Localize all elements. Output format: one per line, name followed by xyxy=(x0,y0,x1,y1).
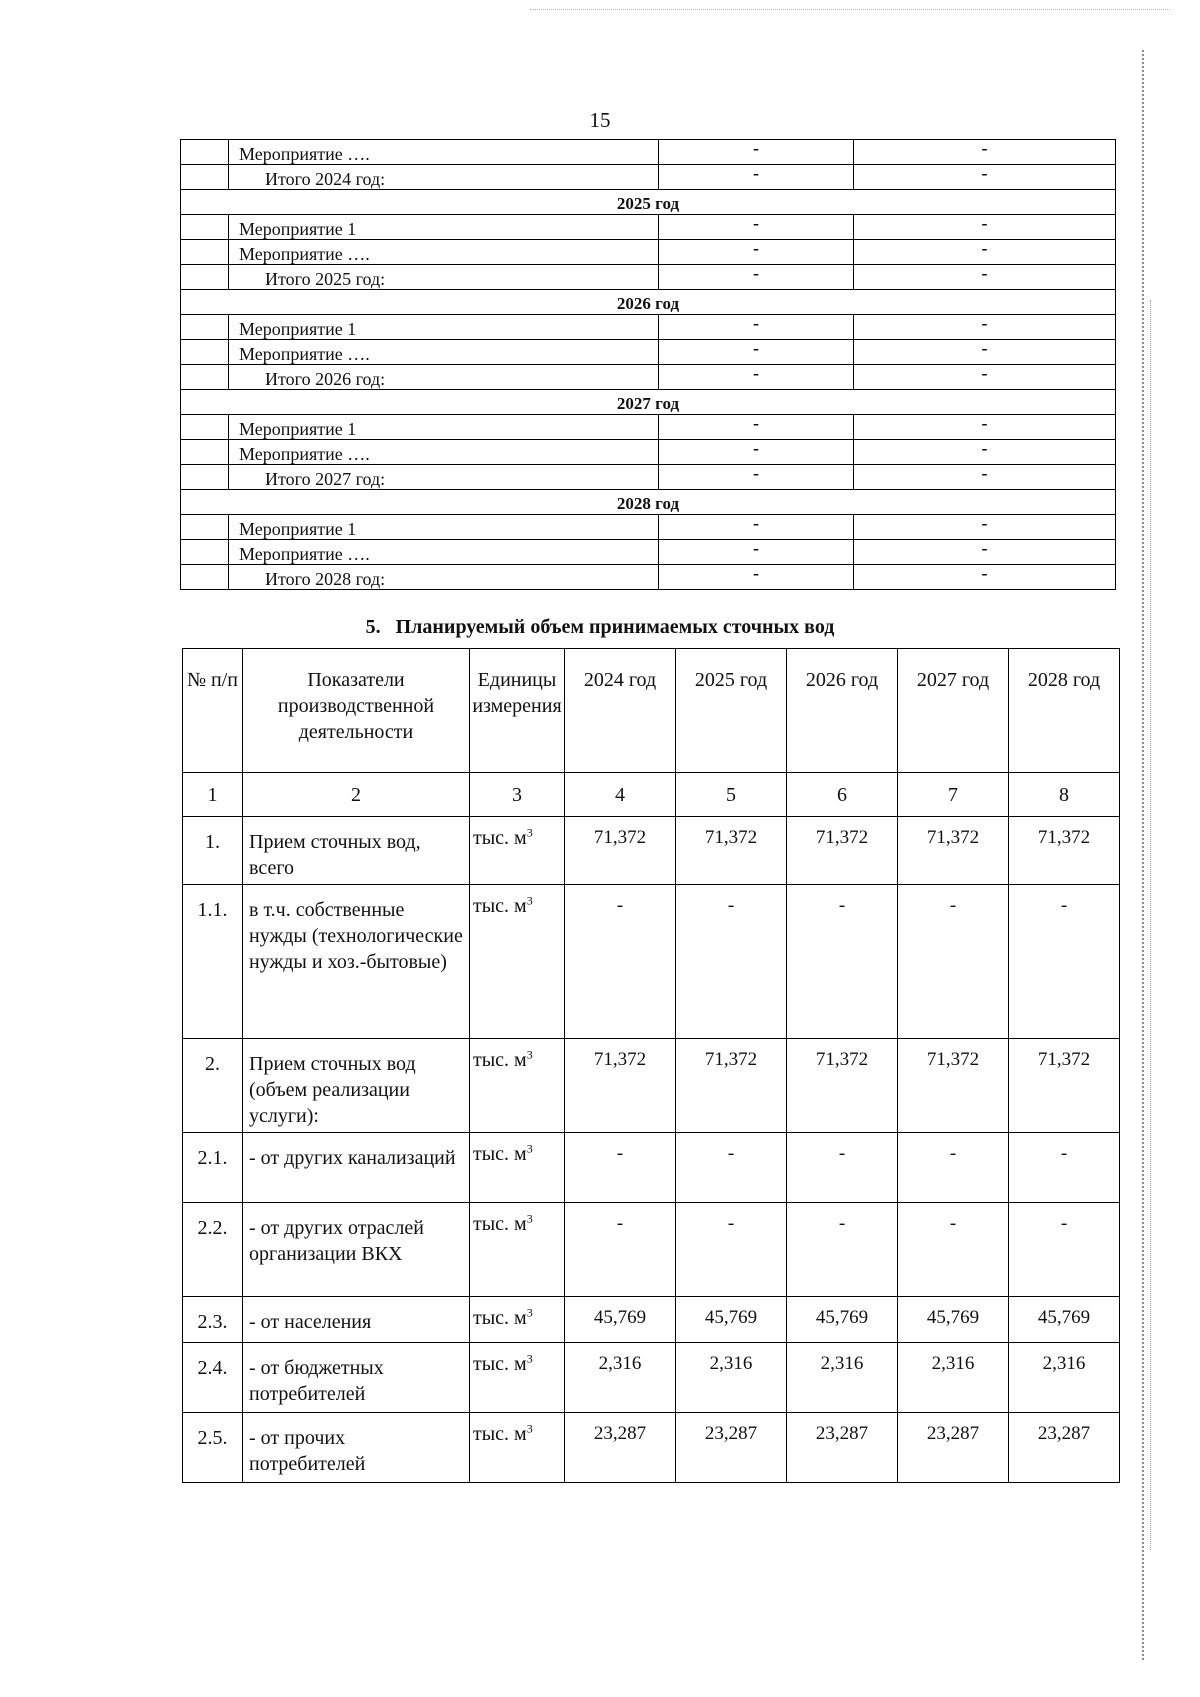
total-row xyxy=(181,565,1116,590)
measure-row xyxy=(181,215,1116,240)
unit-cell xyxy=(470,885,565,1039)
value-cell: - xyxy=(898,1133,1009,1203)
value-cell: 71,372 xyxy=(898,817,1009,885)
year-label: 2027 год xyxy=(181,390,1116,415)
value-cell: 71,372 xyxy=(898,1039,1009,1133)
header-year: 2026 год xyxy=(787,649,898,773)
column-index-row xyxy=(183,773,1120,817)
value-cell: 71,372 xyxy=(787,1039,898,1133)
table-row xyxy=(183,1297,1120,1343)
year-label: 2025 год xyxy=(181,190,1116,215)
value-cell: - xyxy=(565,1203,676,1297)
value-cell: 71,372 xyxy=(565,817,676,885)
measure-label: Мероприятие 1 xyxy=(229,215,659,240)
unit-exponent: 3 xyxy=(526,825,533,840)
table-row xyxy=(183,885,1120,1039)
row-number: 2.4. xyxy=(183,1343,243,1413)
header-year: 2028 год xyxy=(1009,649,1120,773)
table-row xyxy=(183,1039,1120,1133)
value-cell: 45,769 xyxy=(1009,1297,1120,1343)
row-number: 2.2. xyxy=(183,1203,243,1297)
unit-text: тыс. м xyxy=(473,1423,527,1445)
value-cell: - xyxy=(659,540,854,565)
header-unit: Единицы измерения xyxy=(470,649,565,773)
header-row xyxy=(183,649,1120,773)
total-row xyxy=(181,365,1116,390)
row-number-cell xyxy=(181,415,229,440)
value-cell: - xyxy=(854,140,1116,165)
value-cell: 2,316 xyxy=(676,1343,787,1413)
row-number: 2.3. xyxy=(183,1297,243,1343)
value-cell: - xyxy=(854,465,1116,490)
index-cell: 7 xyxy=(898,773,1009,817)
value-cell: - xyxy=(565,1133,676,1203)
value-cell: 71,372 xyxy=(1009,817,1120,885)
value-cell: - xyxy=(854,440,1116,465)
value-cell: 45,769 xyxy=(787,1297,898,1343)
value-cell: - xyxy=(854,540,1116,565)
value-cell: - xyxy=(787,1133,898,1203)
page-number: 15 xyxy=(589,108,611,132)
value-cell: - xyxy=(854,240,1116,265)
value-cell: - xyxy=(659,140,854,165)
value-cell: - xyxy=(676,885,787,1039)
section-number: 5. xyxy=(365,616,381,638)
value-cell: 2,316 xyxy=(898,1343,1009,1413)
value-cell: 71,372 xyxy=(565,1039,676,1133)
total-label: Итого 2028 год: xyxy=(229,565,659,590)
unit-cell xyxy=(470,1203,565,1297)
value-cell: 2,316 xyxy=(787,1343,898,1413)
index-cell: 6 xyxy=(787,773,898,817)
measure-label: Мероприятие …. xyxy=(229,340,659,365)
measure-row xyxy=(181,340,1116,365)
row-number-cell xyxy=(181,340,229,365)
value-cell: - xyxy=(659,165,854,190)
value-cell: - xyxy=(854,215,1116,240)
header-year: 2027 год xyxy=(898,649,1009,773)
value-cell: - xyxy=(854,415,1116,440)
index-cell: 8 xyxy=(1009,773,1120,817)
year-label: 2026 год xyxy=(181,290,1116,315)
section-heading: Планируемый объем принимаемых сточных вод xyxy=(395,616,835,638)
unit-exponent: 3 xyxy=(526,1421,533,1436)
unit-cell xyxy=(470,1413,565,1483)
scan-edge xyxy=(1142,50,1144,1660)
indicator-name: - от прочих потребителей xyxy=(243,1413,470,1483)
value-cell: 23,287 xyxy=(898,1413,1009,1483)
value-cell: - xyxy=(1009,885,1120,1039)
value-cell: - xyxy=(854,515,1116,540)
measure-label: Мероприятие …. xyxy=(229,440,659,465)
row-number: 1.1. xyxy=(183,885,243,1039)
measure-row xyxy=(181,315,1116,340)
table-row xyxy=(183,1133,1120,1203)
value-cell: - xyxy=(1009,1203,1120,1297)
value-cell: - xyxy=(676,1203,787,1297)
row-number: 1. xyxy=(183,817,243,885)
measure-label: Мероприятие 1 xyxy=(229,315,659,340)
row-number-cell xyxy=(181,315,229,340)
value-cell: - xyxy=(659,365,854,390)
header-num: № п/п xyxy=(183,649,243,773)
table-row xyxy=(183,1343,1120,1413)
index-cell: 3 xyxy=(470,773,565,817)
total-label: Итого 2024 год: xyxy=(229,165,659,190)
row-number-cell xyxy=(181,240,229,265)
value-cell: 45,769 xyxy=(565,1297,676,1343)
value-cell: 23,287 xyxy=(676,1413,787,1483)
unit-exponent: 3 xyxy=(526,893,533,908)
value-cell: - xyxy=(565,885,676,1039)
value-cell: - xyxy=(659,440,854,465)
measure-label: Мероприятие 1 xyxy=(229,415,659,440)
unit-text: тыс. м xyxy=(473,1143,527,1165)
value-cell: 2,316 xyxy=(1009,1343,1120,1413)
index-cell: 5 xyxy=(676,773,787,817)
measure-row xyxy=(181,140,1116,165)
index-cell: 1 xyxy=(183,773,243,817)
value-cell: - xyxy=(854,315,1116,340)
table-row xyxy=(183,1203,1120,1297)
header-year: 2024 год xyxy=(565,649,676,773)
indicator-name: - от населения xyxy=(243,1297,470,1343)
indicator-name: - от других отраслей организации ВКХ xyxy=(243,1203,470,1297)
measure-row xyxy=(181,540,1116,565)
scan-artifact-line xyxy=(530,9,1170,10)
unit-text: тыс. м xyxy=(473,1307,527,1329)
year-label: 2028 год xyxy=(181,490,1116,515)
unit-text: тыс. м xyxy=(473,1049,527,1071)
measure-row xyxy=(181,515,1116,540)
value-cell: - xyxy=(787,885,898,1039)
index-cell: 2 xyxy=(243,773,470,817)
indicator-name: Прием сточных вод, всего xyxy=(243,817,470,885)
measure-row xyxy=(181,415,1116,440)
value-cell: - xyxy=(659,315,854,340)
value-cell: - xyxy=(787,1203,898,1297)
year-row xyxy=(181,390,1116,415)
table-row xyxy=(183,1413,1120,1483)
total-row xyxy=(181,165,1116,190)
value-cell: - xyxy=(659,415,854,440)
indicator-name: - от бюджетных потребителей xyxy=(243,1343,470,1413)
value-cell: - xyxy=(659,465,854,490)
index-cell: 4 xyxy=(565,773,676,817)
value-cell: - xyxy=(659,515,854,540)
measure-label: Мероприятие …. xyxy=(229,540,659,565)
header-indicator: Показатели производственной деятельности xyxy=(243,649,470,773)
value-cell: - xyxy=(854,340,1116,365)
value-cell: - xyxy=(1009,1133,1120,1203)
header-year: 2025 год xyxy=(676,649,787,773)
measures-table xyxy=(180,139,1116,590)
row-number: 2.5. xyxy=(183,1413,243,1483)
unit-cell xyxy=(470,1133,565,1203)
scan-edge-inner xyxy=(1150,300,1151,1550)
value-cell: - xyxy=(898,885,1009,1039)
section-title xyxy=(0,616,1200,639)
unit-text: тыс. м xyxy=(473,827,527,849)
value-cell: - xyxy=(854,565,1116,590)
unit-text: тыс. м xyxy=(473,1353,527,1375)
measure-row xyxy=(181,240,1116,265)
measure-label: Мероприятие …. xyxy=(229,240,659,265)
value-cell: - xyxy=(659,240,854,265)
total-row xyxy=(181,265,1116,290)
unit-exponent: 3 xyxy=(526,1351,533,1366)
row-number: 2. xyxy=(183,1039,243,1133)
value-cell: - xyxy=(659,265,854,290)
value-cell: 23,287 xyxy=(1009,1413,1120,1483)
unit-exponent: 3 xyxy=(526,1047,533,1062)
indicator-name: - от других канализаций xyxy=(243,1133,470,1203)
value-cell: - xyxy=(659,215,854,240)
measure-label: Мероприятие 1 xyxy=(229,515,659,540)
value-cell: - xyxy=(898,1203,1009,1297)
unit-cell xyxy=(470,1039,565,1133)
value-cell: 2,316 xyxy=(565,1343,676,1413)
value-cell: 71,372 xyxy=(676,1039,787,1133)
row-number-cell xyxy=(181,215,229,240)
value-cell: - xyxy=(659,340,854,365)
unit-cell xyxy=(470,1297,565,1343)
row-number-cell xyxy=(181,140,229,165)
value-cell: 45,769 xyxy=(676,1297,787,1343)
row-number-cell xyxy=(181,515,229,540)
row-number-cell xyxy=(181,440,229,465)
value-cell: 71,372 xyxy=(787,817,898,885)
value-cell: 23,287 xyxy=(565,1413,676,1483)
value-cell: 71,372 xyxy=(676,817,787,885)
unit-text: тыс. м xyxy=(473,1213,527,1235)
unit-exponent: 3 xyxy=(526,1211,533,1226)
indicator-name: Прием сточных вод (объем реализации услуги): xyxy=(243,1039,470,1133)
measure-row xyxy=(181,440,1116,465)
table-row xyxy=(183,817,1120,885)
value-cell: - xyxy=(676,1133,787,1203)
value-cell: - xyxy=(854,265,1116,290)
total-label: Итого 2025 год: xyxy=(229,265,659,290)
value-cell: - xyxy=(854,165,1116,190)
total-row xyxy=(181,465,1116,490)
year-row xyxy=(181,190,1116,215)
row-number-cell xyxy=(181,465,229,490)
total-label: Итого 2026 год: xyxy=(229,365,659,390)
unit-text: тыс. м xyxy=(473,895,527,917)
row-number-cell xyxy=(181,165,229,190)
indicator-name: в т.ч. собственные нужды (технологические нужды и хоз.-бытовые) xyxy=(243,885,470,1039)
total-label: Итого 2027 год: xyxy=(229,465,659,490)
year-row xyxy=(181,290,1116,315)
unit-cell xyxy=(470,1343,565,1413)
value-cell: - xyxy=(659,565,854,590)
row-number-cell xyxy=(181,265,229,290)
row-number-cell xyxy=(181,540,229,565)
value-cell: 23,287 xyxy=(787,1413,898,1483)
unit-exponent: 3 xyxy=(526,1141,533,1156)
measure-label: Мероприятие …. xyxy=(229,140,659,165)
value-cell: 45,769 xyxy=(898,1297,1009,1343)
row-number-cell xyxy=(181,365,229,390)
unit-cell xyxy=(470,817,565,885)
row-number: 2.1. xyxy=(183,1133,243,1203)
wastewater-volume-table xyxy=(182,648,1120,1483)
value-cell: - xyxy=(854,365,1116,390)
year-row xyxy=(181,490,1116,515)
unit-exponent: 3 xyxy=(526,1305,533,1320)
value-cell: 71,372 xyxy=(1009,1039,1120,1133)
row-number-cell xyxy=(181,565,229,590)
